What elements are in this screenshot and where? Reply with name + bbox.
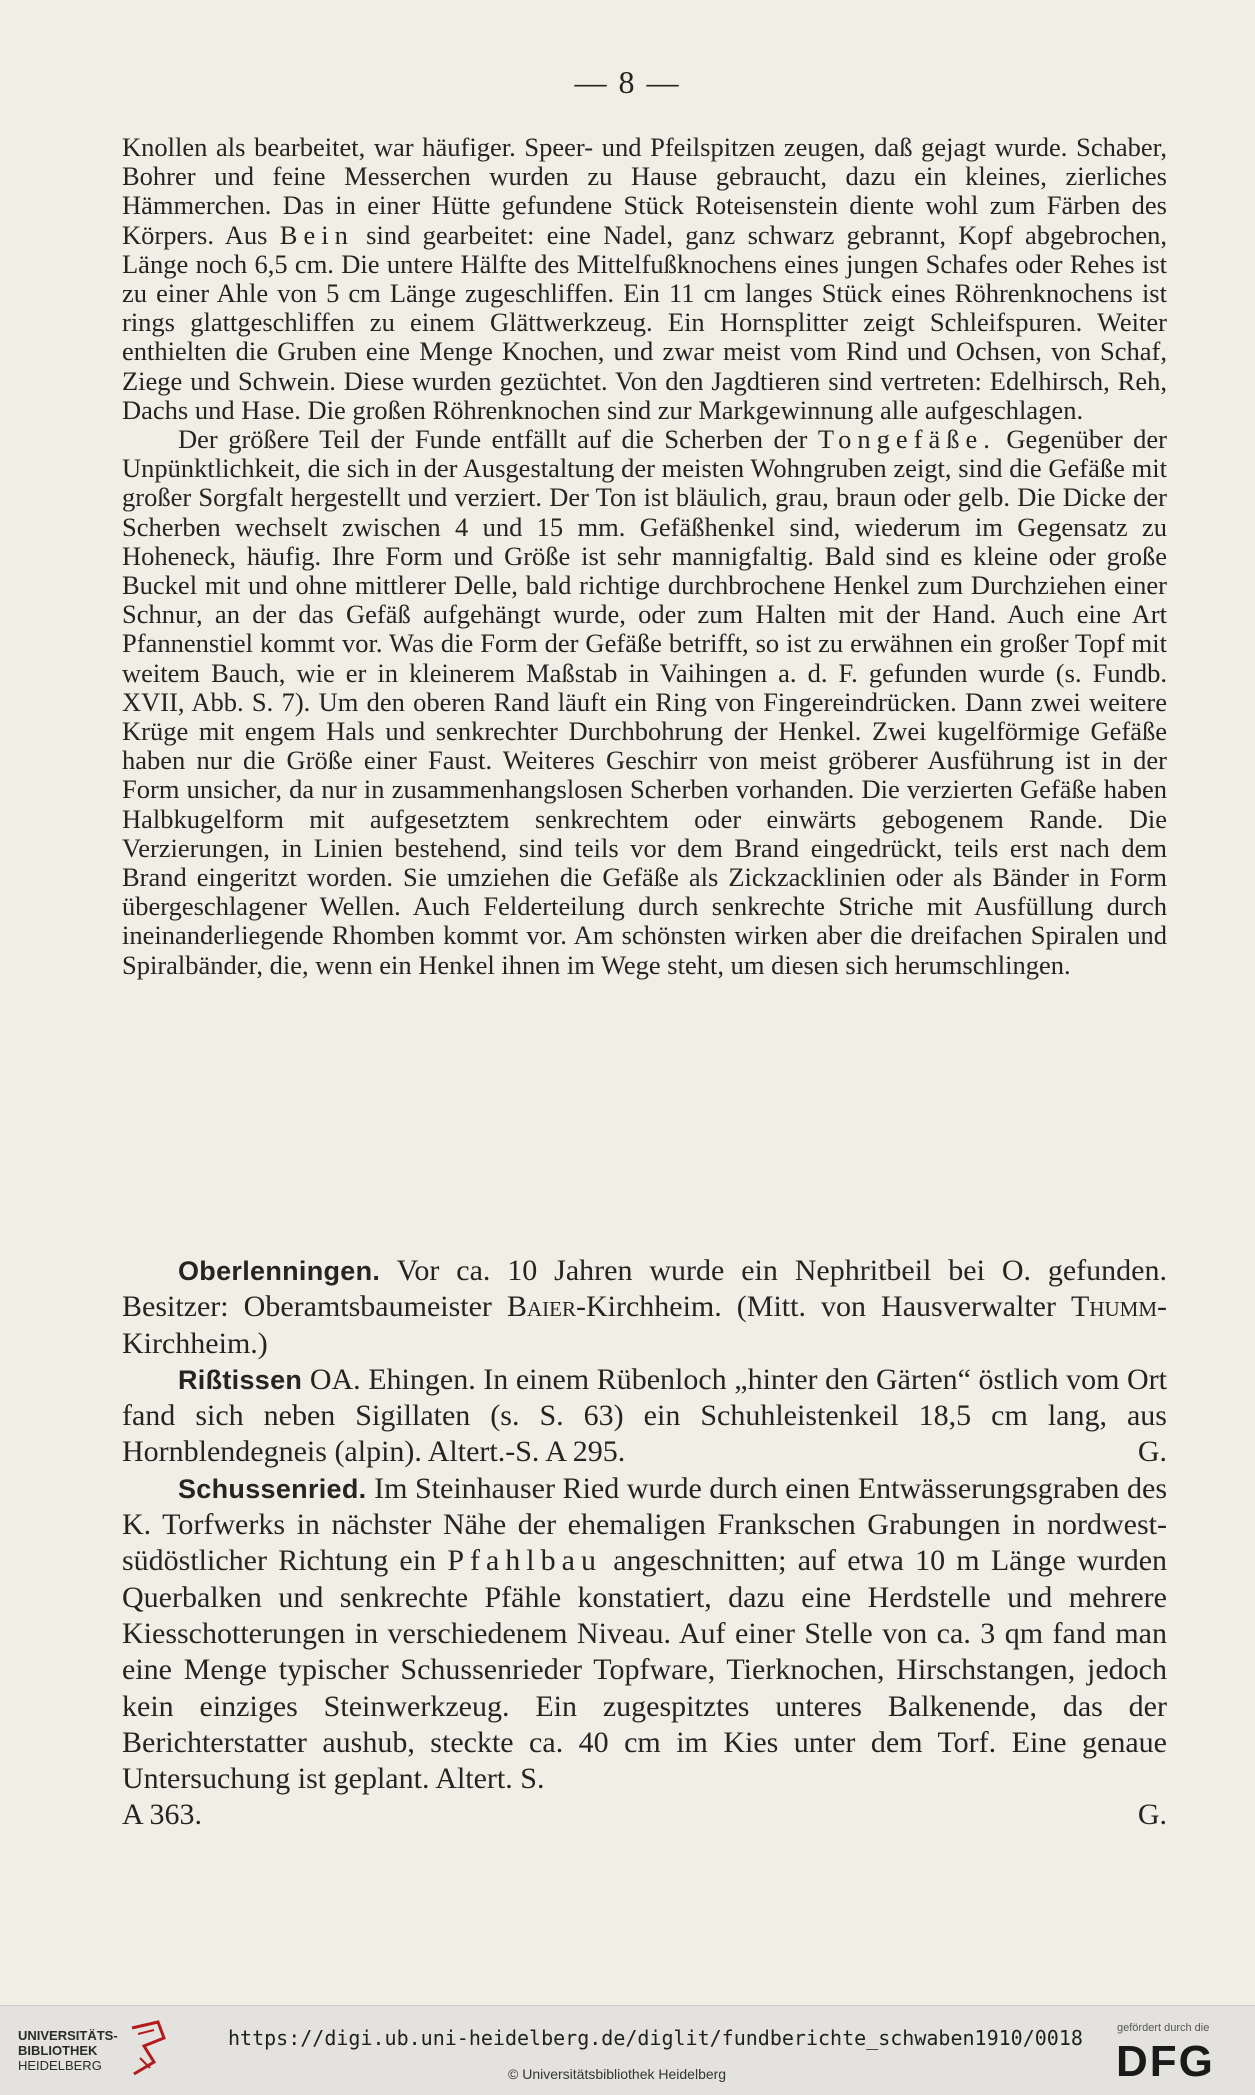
library-name-line: HEIDELBERG [18,2058,102,2073]
paragraph-text: sind gearbeitet: eine Nadel, ganz schwarz gebrannt, Kopf abgebrochen, Länge noch 6,5 cm. Die untere Hälfte des Mittelfußknochens eines jungen Schafes oder Rehes ist zu einer Ahle von 5 cm Länge zugeschliffen. Ein 11 cm langes Stück eines Röhrenknochens ist rings glattgeschliffen zu einem Glättwerkzeug. Ein Hornsplitter zeigt Schleifspuren. Weiter enthielten die Gruben eine Menge Knochen, und zwar meist vom Rind und Ochsen, von Schaf, Ziege und Schwein. Diese wurden gezüchtet. Von den Jagdtieren sind vertreten: Edelhirsch, Reh, Dachs und Hase. Die großen Röhrenknochen sind zur Markgewinnung alle aufgeschlagen. [122,219,1168,425]
entry-text: angeschnitten; auf etwa 10 m Länge wurden Querbalken und senkrechte Pfähle konstatiert, dazu eine Herdstelle und mehrere Kiesschotterungen in verschiedenem Niveau. Auf einer Stelle von ca. 3 qm fand man eine Menge typischer Schussenrieder Topfware, Tierknochen, Hirschstangen, jedoch kein einziges Steinwerkzeug. Ein zugespitztes unteres Balkenende, das der Berichterstatter aushub, steckte ca. 40 cm im Kies unter dem Torf. Eine genaue Untersuchung ist geplant. Altert. S. [122,1544,1168,1796]
copyright-notice: © Universitätsbibliothek Heidelberg [508,2066,727,2082]
entry-closing-line [122,1797,1167,1833]
viewer-footer [0,2005,1255,2095]
catalog-number: A 363. [122,1798,203,1832]
paragraph-pottery [122,425,1167,980]
entry-oberlenningen [122,1253,1167,1362]
paragraph-text: Der größere Teil der Funde entfällt auf die Scherben der [178,424,808,455]
author-signature: G. [1137,1435,1167,1469]
paragraph-text: Knollen als bearbeitet, war häufiger. Speer- und Pfeilspitzen zeugen, daß gejagt wurde. Schaber, Bohrer und feine Messerchen wurden zu Hause gebraucht, dazu ein kleines, zierliches Hämmerchen. Das in einer Hütte gefundene Stück Roteisenstein diente wohl zum Färben des Körpers. Aus [122,132,1167,250]
entry-text: -Kirchheim. (Mitt. von Hausverwalter [575,1290,1056,1324]
entry-text: -Kirchheim.) [122,1290,1168,1360]
library-name-line: BIBLIOTHEK [18,2043,98,2058]
library-logo-icon [124,2018,172,2080]
page-number: — 8 — [574,64,681,100]
entry-schussenried [122,1471,1167,1798]
paragraph-text: Gegenüber der Unpünktlichkeit, die sich in der Ausgestaltung der meisten Wohngruben zeigt, sind die Gefäße mit großer Sorgfalt hergestellt und verziert. Der Ton ist bläulich, grau, braun oder gelb. Die Dicke der Scherben wechselt zwischen 4 und 15 mm. Gefäßhenkel sind, wiederum im Gegensatz zu Hoheneck, häufig. Ihre Form und Größe ist sehr mannigfaltig. Bald sind es kleine oder große Buckel mit und ohne mittlerer Delle, bald richtige durchbrochene Henkel zum Durchziehen einer Schnur, an der das Gefäß aufgehängt wurde, oder zum Halten mit der Hand. Auch eine Art Pfannenstiel kommt vor. Was die Form der Gefäße betrifft, so ist zu erwähnen ein großer Topf mit weitem Bauch, wie er in kleinerem Maßstab in Vaihingen a. d. F. gefunden wurde (s. Fundb. XVII, Abb. S. 7). Um den oberen Rand läuft ein Ring von Fingereindrücken. Dann zwei weitere Krüge mit engem Hals und senkrechter Durchbohrung der Henkel. Zwei kugelförmige Gefäße haben nur die Größe einer Faust. Weiteres Geschirr von meist gröberer Ausführung ist in der Form unsicher, da nur in zusammenhangslosen Scherben vorhanden. Die verzierten Gefäße haben Halbkugelform mit aufgesetztem senkrechtem oder einwärts gebogenem Rande. Die Verzierungen, in Linien bestehend, sind teils vor dem Brand eingedrückt, teils erst nach dem Brand eingeritzt worden. Sie umziehen die Gefäße als Zickzacklinien oder als Bänder in Form übergeschlagener Wellen. Auch Felderteilung durch senkrechte Striche mit Ausfüllung durch ineinanderliegende Rhomben kommt vor. Am schönsten wirken aber die dreifachen Spiralen und Spiralbänder, die, wenn ein Henkel ihnen im Wege steht, um diesen sich herumschlingen. [122,424,1168,980]
entry-heading: Rißtissen [178,1364,303,1395]
funded-by-label: gefördert durch die [1117,2022,1210,2034]
report-continuation [122,133,1167,980]
entry-risstissen [122,1362,1167,1471]
spaced-term: Tongefäße. [817,424,996,455]
entry-text: Im Steinhauser Ried wurde durch einen Entwässerungsgraben des K. Torfwerks in nächster Nähe der ehemaligen Frankschen Grabungen in nordwest-südöstlicher Richtung ein [122,1471,1167,1578]
library-name-line: UNIVERSITÄTS- [18,2028,118,2043]
entry-heading: Oberlenningen. [178,1256,381,1286]
person-name: Baier [506,1290,576,1324]
entry-heading: Schussenried. [178,1473,367,1504]
library-name [18,2028,118,2073]
spaced-term: Bein [279,219,354,250]
spaced-term: Pfahlbau [447,1544,602,1578]
dfg-logo: DFG [1116,2037,1215,2086]
entry-text: Vor ca. 10 Jahren wurde ein Nephritbeil bei O. gefunden. Besitzer: Oberamtsbaumeister [122,1254,1167,1324]
site-entries [122,1253,1167,1834]
person-name: Thumm [1071,1290,1158,1324]
author-signature: G. [1137,1798,1167,1832]
entry-text: OA. Ehingen. In einem Rübenloch „hinter den Gärten“ östlich vom Ort fand sich neben Sigillaten (s. S. 63) ein Schuhleistenkeil 18,5 cm lang, aus Hornblendegneis (alpin). Altert.-S. A 295. [122,1362,1168,1469]
permalink-url[interactable]: https://digi.ub.uni-heidelberg.de/diglit/fundberichte_schwaben1910/0018 [228,2026,1083,2050]
paragraph-bone-finds [122,133,1167,425]
